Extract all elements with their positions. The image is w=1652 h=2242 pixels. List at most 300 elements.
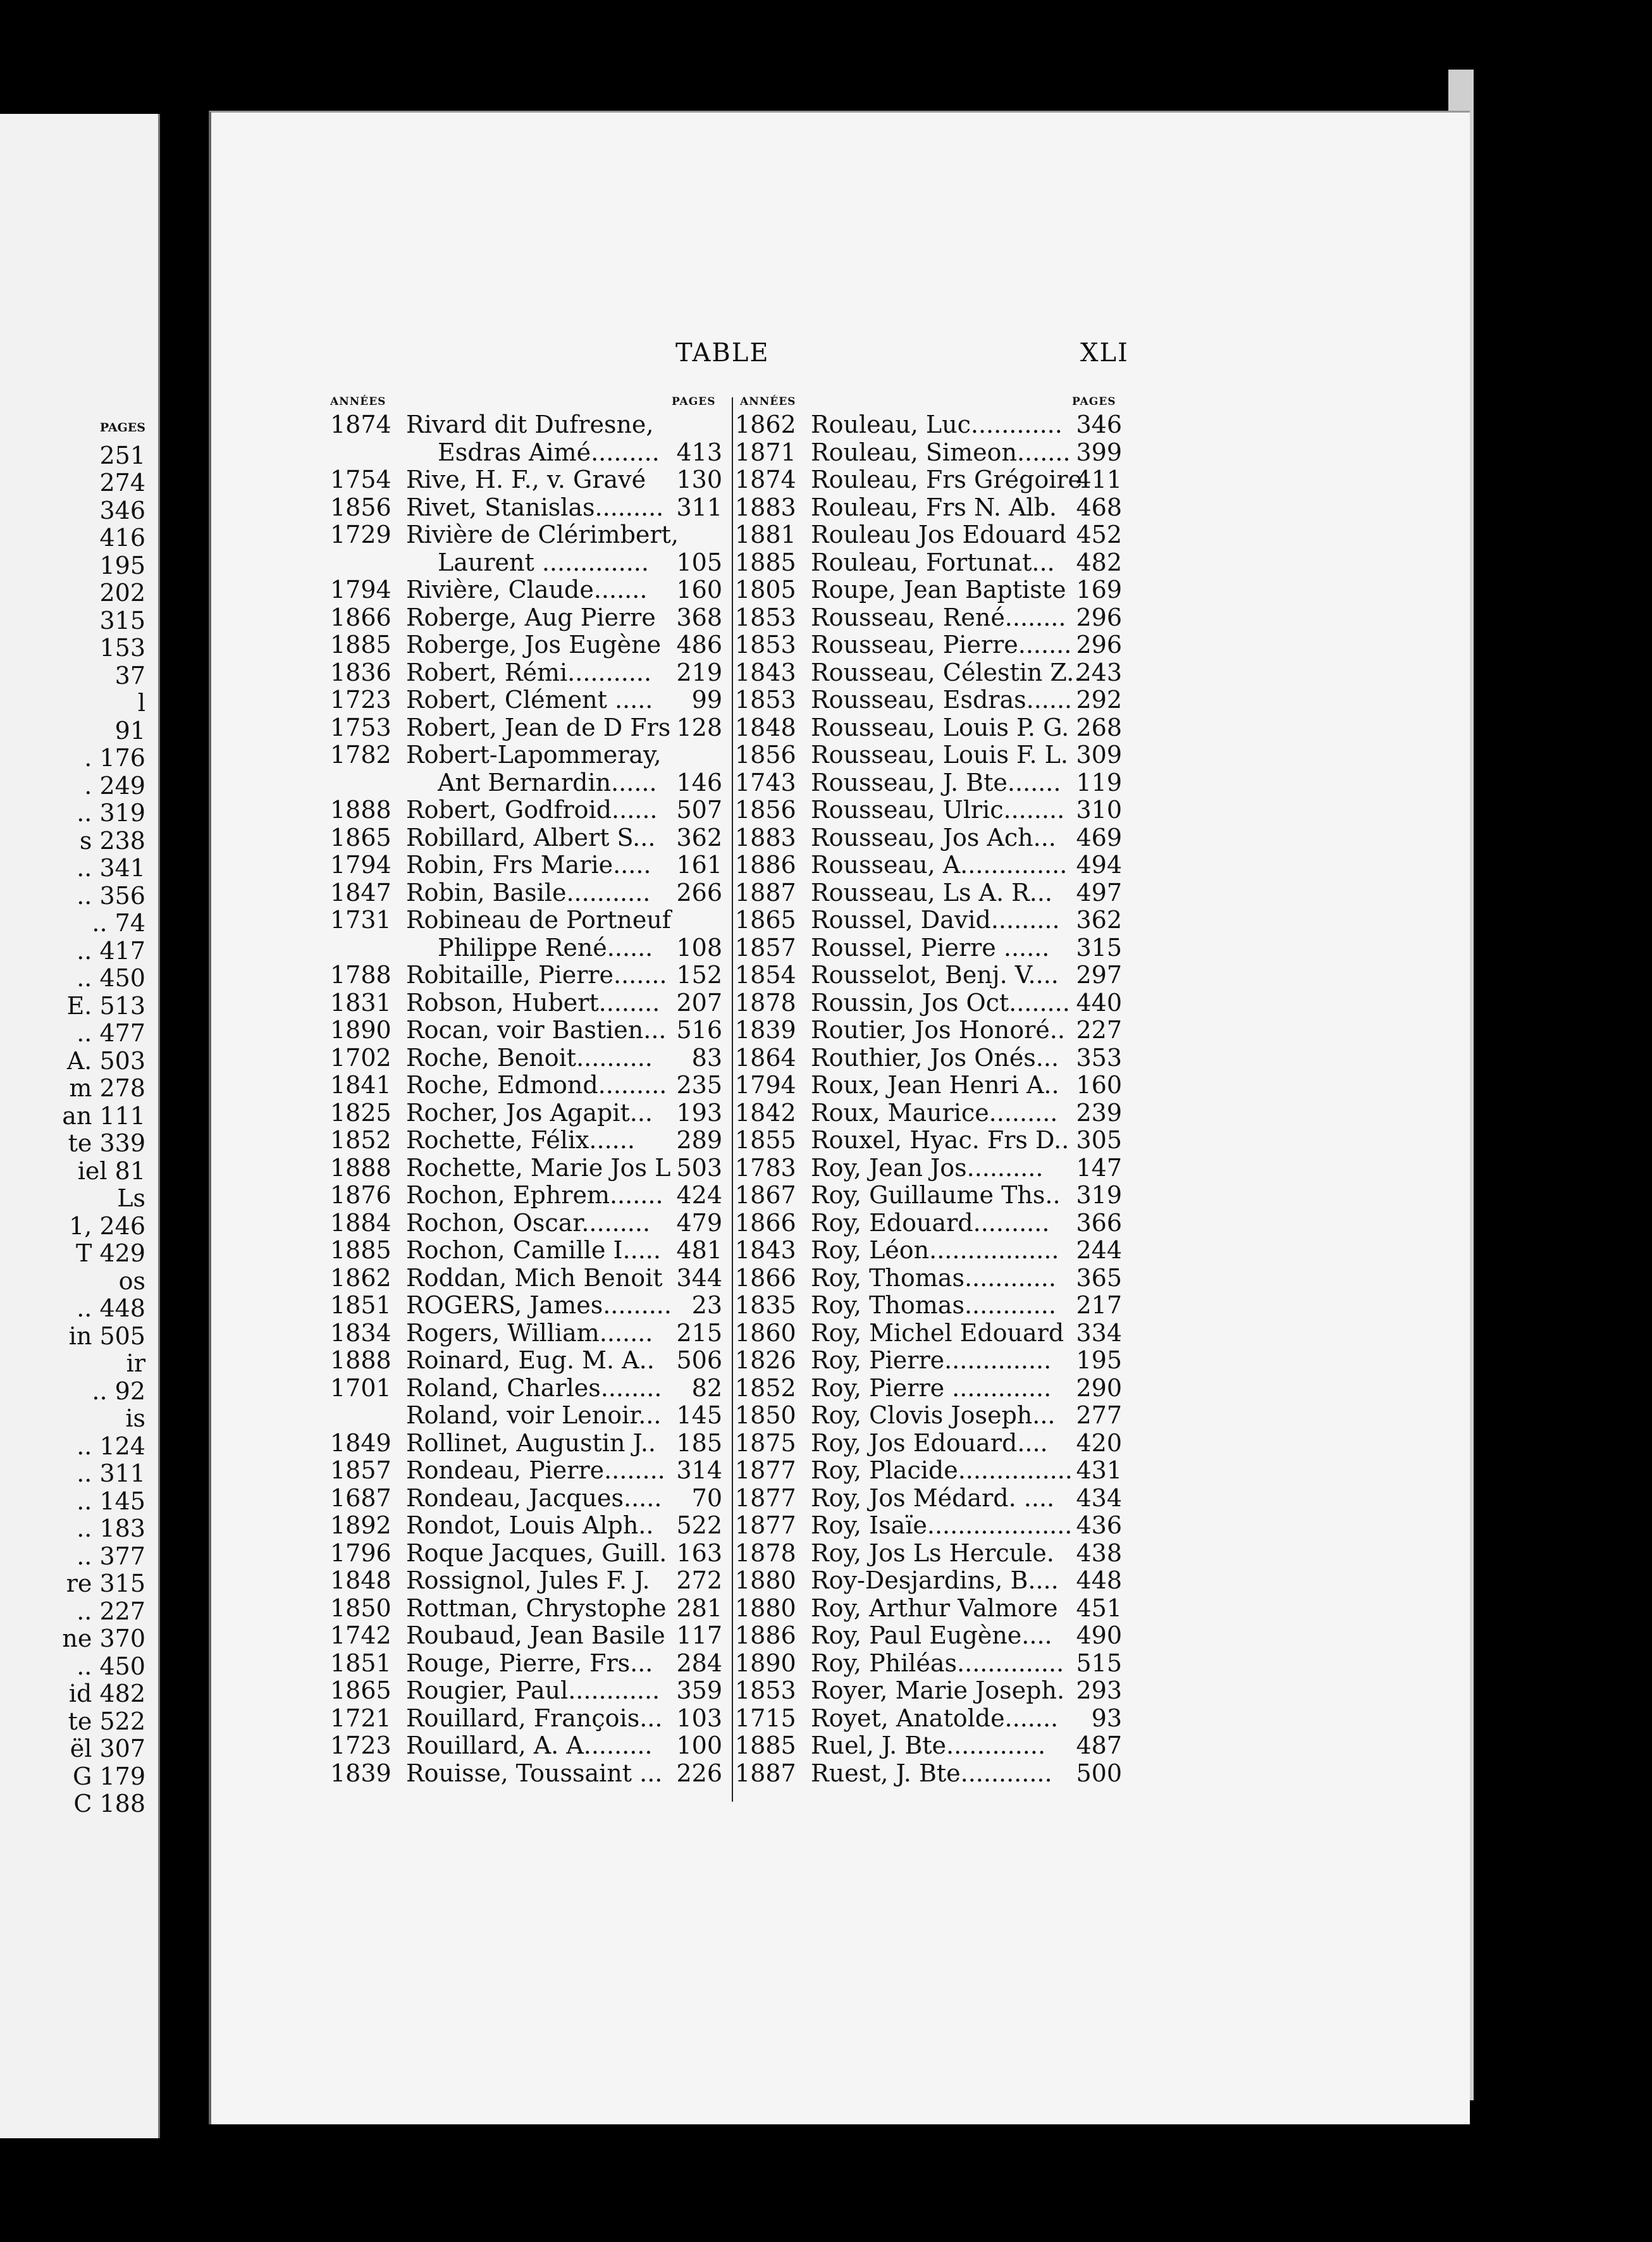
fragment-line: .. 450 [77, 1652, 145, 1680]
fragment-line: ir [126, 1349, 145, 1377]
entry-year: 1860 [735, 1318, 796, 1347]
index-entry [330, 1677, 722, 1705]
fragment-line: . 249 [84, 771, 145, 800]
entry-name: Rousseau, Jos Ach... [811, 823, 1056, 852]
entry-page: 130 [676, 466, 722, 493]
entry-name: Rousseau, J. Bte....... [811, 768, 1061, 796]
entry-name: Rossignol, Jules F. J. [406, 1566, 650, 1594]
entry-year: 1886 [735, 1621, 796, 1649]
index-entry [330, 576, 722, 604]
entry-year: 1853 [735, 631, 796, 659]
entry-page: 185 [676, 1428, 722, 1457]
fragment-line: te 339 [68, 1129, 145, 1157]
entry-name: Rivière de Clérimbert, [406, 521, 679, 548]
index-entry [735, 549, 1122, 577]
entry-page: 503 [676, 1153, 722, 1182]
entry-page: 344 [676, 1263, 722, 1292]
fragment-line: id 482 [68, 1680, 145, 1707]
index-entry [330, 1292, 722, 1320]
entry-page: 145 [676, 1401, 722, 1429]
entry-year: 1805 [735, 576, 796, 604]
entry-name: Rivard dit Dufresne, [406, 411, 654, 438]
index-entry [735, 1099, 1122, 1127]
entry-name: Roy, Jos Edouard.... [811, 1428, 1048, 1457]
entry-name: Roy, Pierre.............. [811, 1346, 1052, 1374]
entry-name: Roy, Edouard.......... [811, 1208, 1050, 1237]
entry-page: 296 [1076, 603, 1122, 631]
entry-year: 1852 [330, 1126, 391, 1154]
entry-page: 290 [1076, 1373, 1122, 1402]
entry-page: 169 [1076, 576, 1122, 604]
entry-year: 1876 [330, 1181, 391, 1209]
page-number: XLI [1080, 338, 1129, 368]
index-entry [330, 1402, 722, 1430]
entry-page: 311 [676, 493, 722, 521]
entry-name: Rousseau, Esdras...... [811, 686, 1073, 714]
index-entry [330, 852, 722, 879]
fragment-line: .. 448 [77, 1294, 145, 1322]
index-entry [330, 1567, 722, 1595]
entry-name: Roche, Benoit.......... [406, 1043, 653, 1072]
index-entry [735, 824, 1122, 852]
entry-page: 353 [1076, 1043, 1122, 1072]
entry-name: Routier, Jos Honoré.. [811, 1016, 1065, 1044]
index-entry [330, 1044, 722, 1072]
entry-name: Roddan, Mich Benoit [406, 1263, 663, 1292]
entry-page: 281 [676, 1594, 722, 1622]
index-entry [330, 1127, 722, 1155]
entry-name: Rouleau, Frs Grégoire [811, 466, 1083, 493]
entry-name: Roussin, Jos Oct........ [811, 988, 1070, 1017]
index-entry [330, 1457, 722, 1485]
entry-page: 413 [676, 438, 722, 466]
entry-name: Rollinet, Augustin J.. [406, 1428, 656, 1457]
right-col-years-head: ANNÉES [740, 395, 796, 408]
index-entry [735, 1402, 1122, 1430]
right-index-column [735, 411, 1122, 1787]
entry-year: 1753 [330, 713, 391, 741]
entry-name: Roux, Maurice......... [811, 1098, 1058, 1127]
entry-year: 1794 [735, 1071, 796, 1099]
entry-year: 1885 [735, 548, 796, 576]
index-entry [330, 1347, 722, 1375]
fragment-line: os [118, 1267, 145, 1295]
fragment-line: iel 81 [77, 1156, 145, 1185]
fragment-line: in 505 [68, 1322, 145, 1350]
entry-name: Rochon, Oscar......... [406, 1208, 651, 1237]
fragment-line: .. 145 [77, 1487, 145, 1515]
entry-name: Rousseau, Pierre....... [811, 631, 1072, 659]
index-entry [330, 1237, 722, 1265]
entry-year: 1883 [735, 493, 796, 521]
entry-year: 1887 [735, 878, 796, 907]
fragment-line: 346 [99, 496, 145, 524]
index-entry [735, 1457, 1122, 1485]
index-entry [735, 1540, 1122, 1568]
entry-year: 1851 [330, 1649, 391, 1677]
index-entry [735, 1567, 1122, 1595]
entry-name: Roberge, Aug Pierre [406, 603, 656, 631]
entry-name: Robson, Hubert........ [406, 988, 660, 1017]
entry-year: 1850 [330, 1594, 391, 1622]
entry-name: Rouleau, Luc............ [811, 411, 1063, 438]
entry-page: 486 [676, 631, 722, 659]
index-entry [330, 962, 722, 989]
index-entry [735, 989, 1122, 1017]
entry-name: Rouisse, Toussaint ... [406, 1759, 663, 1787]
index-entry [735, 604, 1122, 632]
entry-page: 100 [676, 1731, 722, 1759]
entry-page: 500 [1076, 1759, 1122, 1787]
entry-name: Rouleau, Simeon....... [811, 438, 1071, 466]
entry-page: 119 [1076, 768, 1122, 796]
entry-page: 128 [676, 713, 722, 741]
fragment-line: T 429 [76, 1239, 145, 1267]
fragment-line: 202 [99, 579, 145, 607]
entry-name: Laurent .............. [438, 548, 649, 576]
entry-page: 147 [1076, 1153, 1122, 1182]
entry-page: 314 [676, 1456, 722, 1484]
entry-year: 1885 [330, 1236, 391, 1264]
entry-year: 1864 [735, 1043, 796, 1072]
fragment-line: Ls [117, 1184, 145, 1212]
index-entry [735, 1182, 1122, 1210]
index-entry [330, 1182, 722, 1210]
index-entry [330, 1650, 722, 1678]
entry-year: 1788 [330, 961, 391, 989]
entry-year: 1794 [330, 851, 391, 879]
entry-year: 1843 [735, 1236, 796, 1264]
entry-year: 1848 [735, 713, 796, 741]
entry-page: 160 [676, 576, 722, 604]
entry-year: 1880 [735, 1566, 796, 1594]
entry-name: Rousseau, Louis P. G. [811, 713, 1069, 741]
entry-page: 284 [676, 1649, 722, 1677]
entry-page: 227 [1076, 1016, 1122, 1044]
entry-year: 1875 [735, 1428, 796, 1457]
entry-name: Rousseau, Ulric........ [811, 796, 1065, 824]
index-entry [735, 1292, 1122, 1320]
entry-year: 1842 [735, 1098, 796, 1127]
fragment-line: .. 311 [77, 1459, 145, 1487]
entry-page: 420 [1076, 1428, 1122, 1457]
fragment-line: E. 513 [66, 991, 145, 1020]
fragment-line: .. 356 [77, 881, 145, 910]
index-entry [330, 1210, 722, 1237]
entry-year: 1865 [330, 1676, 391, 1704]
index-entry [330, 659, 722, 687]
index-entry [330, 1705, 722, 1733]
left-page-index-fragment [62, 414, 145, 1818]
entry-year: 1729 [330, 521, 391, 548]
entry-page: 366 [1076, 1208, 1122, 1237]
column-divider [732, 397, 733, 1802]
right-col-pages-head: PAGES [1072, 395, 1116, 408]
entry-page: 494 [1076, 851, 1122, 879]
entry-name: Philippe René...... [438, 933, 653, 962]
index-entry [735, 1485, 1122, 1513]
entry-name: Roy, Arthur Valmore [811, 1594, 1058, 1622]
index-entry [735, 907, 1122, 934]
entry-page: 146 [676, 768, 722, 796]
entry-page: 368 [676, 603, 722, 631]
entry-name: Rochette, Félix...... [406, 1126, 635, 1154]
index-entry [330, 549, 722, 577]
entry-page: 83 [691, 1043, 722, 1072]
entry-name: Rondot, Louis Alph.. [406, 1511, 654, 1539]
entry-name: Rottman, Chrystophe [406, 1594, 667, 1622]
entry-page: 522 [676, 1511, 722, 1539]
fragment-line: .. 377 [77, 1542, 145, 1570]
entry-year: 1888 [330, 796, 391, 824]
entry-year: 1888 [330, 1153, 391, 1182]
fragment-line: 153 [99, 634, 145, 662]
fragment-line: .. 477 [77, 1019, 145, 1047]
entry-page: 431 [1076, 1456, 1122, 1484]
entry-page: 451 [1076, 1594, 1122, 1622]
entry-year: 1856 [735, 741, 796, 769]
entry-name: Roy, Philéas.............. [811, 1649, 1064, 1677]
index-entry [735, 1127, 1122, 1155]
index-entry [735, 1430, 1122, 1458]
entry-page: 277 [1076, 1401, 1122, 1429]
entry-year: 1892 [330, 1511, 391, 1539]
index-entry [330, 1485, 722, 1513]
index-entry [330, 439, 722, 467]
index-entry [330, 1375, 722, 1403]
index-entry [330, 604, 722, 632]
index-entry [735, 1237, 1122, 1265]
entry-page: 23 [691, 1291, 722, 1319]
entry-page: 239 [1076, 1098, 1122, 1127]
index-entry [330, 1017, 722, 1044]
index-entry [330, 879, 722, 907]
entry-name: Robert, Jean de D Frs [406, 713, 671, 741]
entry-name: Roupe, Jean Baptiste [811, 576, 1066, 604]
index-entry [735, 659, 1122, 687]
fragment-line: 251 [99, 441, 145, 469]
entry-year: 1687 [330, 1483, 391, 1512]
entry-year: 1836 [330, 658, 391, 686]
entry-year: 1782 [330, 741, 391, 769]
index-entry [735, 1265, 1122, 1292]
entry-page: 219 [676, 658, 722, 686]
entry-page: 506 [676, 1346, 722, 1374]
index-entry [735, 879, 1122, 907]
fragment-line: C 188 [73, 1790, 145, 1818]
entry-page: 359 [676, 1676, 722, 1704]
index-entry [735, 962, 1122, 989]
index-entry [735, 1375, 1122, 1403]
index-entry [735, 466, 1122, 494]
page-title: TABLE [675, 338, 770, 368]
index-entry [735, 852, 1122, 879]
index-entry [735, 1705, 1122, 1733]
entry-page: 346 [1076, 411, 1122, 438]
entry-page: 243 [1076, 658, 1122, 686]
fragment-line: 274 [99, 469, 145, 497]
entry-name: Ruest, J. Bte............ [811, 1759, 1052, 1787]
entry-year: 1862 [735, 411, 796, 438]
entry-name: Roy, Thomas............ [811, 1291, 1056, 1319]
entry-page: 424 [676, 1181, 722, 1209]
entry-year: 1888 [330, 1346, 391, 1374]
index-entry [330, 494, 722, 522]
fragment-line: .. 450 [77, 964, 145, 992]
entry-name: Roy, Jos Médard. .... [811, 1483, 1055, 1512]
entry-year: 1866 [735, 1208, 796, 1237]
entry-name: Robin, Basile........... [406, 878, 651, 907]
fragment-line: is [125, 1404, 145, 1432]
entry-year: 1853 [735, 686, 796, 714]
entry-page: 108 [676, 933, 722, 962]
index-entry [330, 1540, 722, 1568]
entry-page: 479 [676, 1208, 722, 1237]
entry-name: Roy, Jean Jos.......... [811, 1153, 1044, 1182]
entry-year: 1843 [735, 658, 796, 686]
entry-name: Rivet, Stanislas......... [406, 493, 664, 521]
entry-name: Rousselot, Benj. V.... [811, 961, 1059, 989]
fragment-line: s 238 [79, 826, 145, 855]
entry-page: 296 [1076, 631, 1122, 659]
entry-page: 468 [1076, 493, 1122, 521]
entry-page: 448 [1076, 1566, 1122, 1594]
entry-name: Rogers, William....... [406, 1318, 653, 1347]
index-entry [735, 714, 1122, 742]
fragment-line: . 176 [84, 744, 145, 772]
entry-year: 1851 [330, 1291, 391, 1319]
fragment-line: te 522 [68, 1707, 145, 1735]
entry-year: 1723 [330, 686, 391, 714]
index-entry [330, 1099, 722, 1127]
entry-name: Rousseau, René........ [811, 603, 1066, 631]
index-entry [735, 1595, 1122, 1623]
index-entry [735, 769, 1122, 797]
entry-name: Roy, Pierre ............. [811, 1373, 1052, 1402]
index-entry [330, 1595, 722, 1623]
entry-name: Rougier, Paul............ [406, 1676, 660, 1704]
fragment-line: 1, 246 [69, 1211, 145, 1240]
index-entry [735, 1017, 1122, 1044]
index-entry [330, 824, 722, 852]
index-entry [735, 1044, 1122, 1072]
entry-page: 297 [1076, 961, 1122, 989]
entry-page: 293 [1076, 1676, 1122, 1704]
entry-year: 1839 [330, 1759, 391, 1787]
entry-year: 1826 [735, 1346, 796, 1374]
entry-year: 1877 [735, 1483, 796, 1512]
entry-page: 105 [676, 548, 722, 576]
entry-year: 1877 [735, 1511, 796, 1539]
entry-name: Roy, Guillaume Ths.. [811, 1181, 1061, 1209]
index-entry [330, 1512, 722, 1540]
entry-year: 1715 [735, 1704, 796, 1732]
fragment-line: l [137, 689, 145, 717]
entry-page: 193 [676, 1098, 722, 1127]
entry-year: 1890 [735, 1649, 796, 1677]
entry-name: Roy, Isaïe................... [811, 1511, 1073, 1539]
entry-year: 1857 [330, 1456, 391, 1484]
entry-year: 1866 [330, 603, 391, 631]
index-entry [735, 686, 1122, 714]
index-entry [735, 411, 1122, 439]
entry-page: 436 [1076, 1511, 1122, 1539]
entry-page: 268 [1076, 713, 1122, 741]
index-entry [735, 631, 1122, 659]
index-entry [330, 1430, 722, 1458]
left-col-pages-head: PAGES [672, 395, 716, 408]
entry-page: 207 [676, 988, 722, 1017]
entry-name: Roy, Michel Edouard [811, 1318, 1064, 1347]
index-entry [735, 1347, 1122, 1375]
entry-year: 1723 [330, 1731, 391, 1759]
entry-year: 1834 [330, 1318, 391, 1347]
entry-year: 1841 [330, 1071, 391, 1099]
entry-name: Roy, Paul Eugène.... [811, 1621, 1052, 1649]
entry-year: 1731 [330, 906, 391, 934]
entry-name: Robert, Godfroid...... [406, 796, 658, 824]
fragment-line: A. 503 [66, 1046, 145, 1075]
entry-name: Roy, Jos Ls Hercule. [811, 1539, 1054, 1567]
entry-page: 452 [1076, 521, 1122, 548]
index-entry [330, 1320, 722, 1347]
fragment-line: G 179 [73, 1762, 145, 1790]
entry-name: Rousseau, Ls A. R... [811, 878, 1053, 907]
index-entry [330, 1622, 722, 1650]
entry-page: 152 [676, 961, 722, 989]
entry-year: 1835 [735, 1291, 796, 1319]
entry-page: 195 [1076, 1346, 1122, 1374]
index-entry [735, 521, 1122, 549]
entry-name: Robitaille, Pierre....... [406, 961, 667, 989]
entry-name: Rouxel, Hyac. Frs D.. [811, 1126, 1069, 1154]
entry-page: 334 [1076, 1318, 1122, 1347]
fragment-line: .. 227 [77, 1597, 145, 1625]
entry-name: Rousseau, A.............. [811, 851, 1068, 879]
entry-page: 272 [676, 1566, 722, 1594]
index-entry [735, 741, 1122, 769]
entry-page: 117 [676, 1621, 722, 1649]
entry-page: 292 [1076, 686, 1122, 714]
entry-name: Rousseau, Louis F. L. [811, 741, 1068, 769]
index-entry [735, 1072, 1122, 1099]
entry-page: 481 [676, 1236, 722, 1264]
entry-name: Roland, voir Lenoir... [406, 1401, 662, 1429]
entry-year: 1874 [330, 411, 391, 438]
entry-year: 1865 [735, 906, 796, 934]
entry-name: Robert, Clément ..... [406, 686, 653, 714]
entry-year: 1839 [735, 1016, 796, 1044]
index-entry [735, 796, 1122, 824]
index-entry [330, 521, 722, 549]
entry-name: Rouleau, Frs N. Alb. [811, 493, 1057, 521]
entry-year: 1831 [330, 988, 391, 1017]
index-entry [735, 1760, 1122, 1788]
entry-name: Rondeau, Pierre........ [406, 1456, 665, 1484]
entry-year: 1853 [735, 603, 796, 631]
index-entry [330, 934, 722, 962]
entry-page: 315 [1076, 933, 1122, 962]
index-entry [330, 907, 722, 934]
entry-year: 1886 [735, 851, 796, 879]
entry-name: Roussel, David......... [811, 906, 1060, 934]
entry-year: 1849 [330, 1428, 391, 1457]
entry-year: 1867 [735, 1181, 796, 1209]
entry-year: 1865 [330, 823, 391, 852]
entry-name: Ant Bernardin...... [438, 768, 657, 796]
entry-name: Rouleau, Fortunat... [811, 548, 1055, 576]
entry-name: Rivière, Claude....... [406, 576, 648, 604]
